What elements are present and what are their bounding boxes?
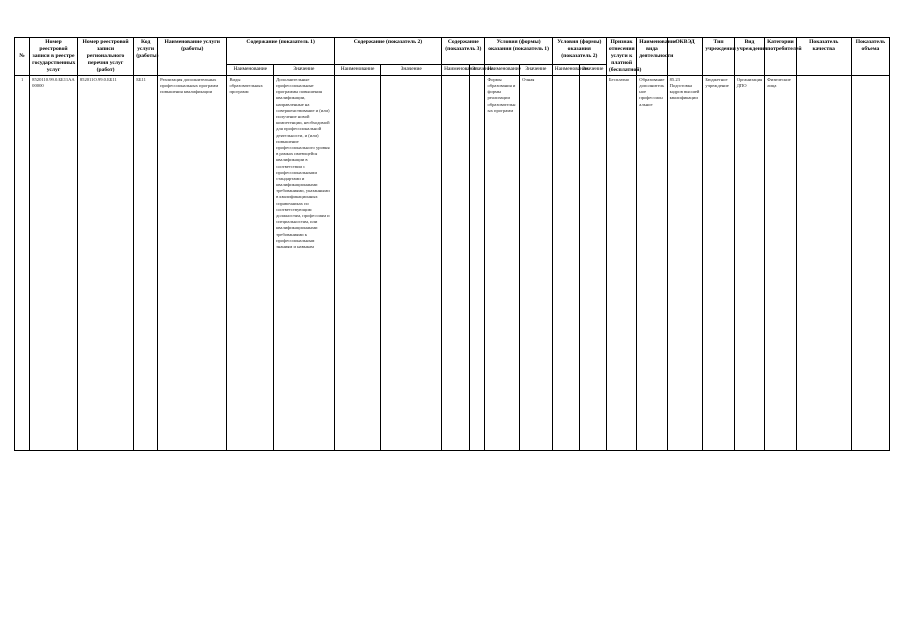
cell-okved: 85.23 Подготовка кадров высшей квалификации — [667, 75, 703, 450]
header-no: № — [15, 38, 30, 76]
cell-content-2-name — [334, 75, 381, 450]
header-free-paid: Признак отнесения услуги к платной (бесплатной) — [606, 38, 636, 76]
cell-content-2-value — [381, 75, 442, 450]
services-registry-table — [14, 37, 890, 451]
header-condition-1: Условия (формы) оказания (показатель 1) — [485, 38, 552, 65]
header-service-name: Наименование услуги (работы) — [158, 38, 227, 76]
cell-content-1-value: Дополнительные профессиональные программы повышения квалификации, направленные на совершенствование и (или) получение новой компетенции, необходимой для профессиональной деятельности, и (или) повышение профессионального уровня в рамках имеющейся квалификации в соответствии с профессиональными стандартами и квалификационными требованиями, указанными в квалификационных справочниках по соответствующим должностям, профессиям и специальностям, или квалификационными требованиями к профессиональным знаниям и навыкам — [274, 75, 335, 450]
cell-unique-registry-number: 852011О.99.0.ББ11 — [77, 75, 133, 450]
header-activity-type: Наименование вида деятельности — [637, 38, 667, 76]
header-condition-2: Условия (формы) оказания (показатель 2) — [552, 38, 606, 65]
header-condition-2-value: Значение — [579, 64, 606, 75]
header-content-3: Содержание (показатель 3) — [442, 38, 485, 65]
cell-condition-2-value — [579, 75, 606, 450]
cell-consumer-category: Физические лица — [765, 75, 796, 450]
header-content-1-value: Значение — [274, 64, 335, 75]
cell-activity-type: Образование дополнительное профессиональное — [637, 75, 667, 450]
header-consumer-type: Тип учреждения — [703, 38, 734, 76]
cell-no: 1 — [15, 75, 30, 450]
cell-service-name: Реализация дополнительных профессиональных программ повышения квалификации — [158, 75, 227, 450]
cell-volume-indicator — [851, 75, 889, 450]
cell-condition-2-name — [552, 75, 579, 450]
header-content-2: Содержание (показатель 2) — [334, 38, 441, 65]
cell-condition-1-name: Формы образования и формы реализации образовательных программ — [485, 75, 520, 450]
header-institution-type: Вид учреждения — [734, 38, 764, 76]
header-content-1: Содержание (показатель 1) — [227, 38, 334, 65]
header-content-1-name: Наименование — [227, 64, 274, 75]
cell-free-paid: Бесплатно — [606, 75, 636, 450]
cell-condition-1-value: Очная — [520, 75, 553, 450]
header-unique-registry-number: Номер реестровой записи регионального перечня услуг (работ) — [77, 38, 133, 76]
cell-institution-type: Организация ДПО — [734, 75, 764, 450]
cell-quality-indicator — [796, 75, 851, 450]
header-content-3-value: Значение — [470, 64, 485, 75]
header-condition-1-name: Наименование — [485, 64, 520, 75]
cell-content-1-name: Виды образовательных программ — [227, 75, 274, 450]
header-condition-1-value: Значение — [520, 64, 553, 75]
header-okved: ОКВЭД — [667, 38, 703, 76]
header-condition-2-name: Наименование — [552, 64, 579, 75]
header-registry-number: Номер реестровой записи в реестре государственных услуг — [30, 38, 78, 76]
header-service-code: Код услуги (работы) — [134, 38, 158, 76]
cell-registry-number: 8520110.99.0.ББ11АА00000 — [30, 75, 78, 450]
cell-service-code: ББ11 — [134, 75, 158, 450]
cell-consumer-type: Бюджетное учреждение — [703, 75, 734, 450]
table-row — [15, 75, 890, 450]
header-consumer-category: Категории потребителей — [765, 38, 796, 76]
header-content-2-name: Наименование — [334, 64, 381, 75]
cell-content-3-value — [470, 75, 485, 450]
header-content-3-name: Наименование — [442, 64, 470, 75]
cell-content-3-name — [442, 75, 470, 450]
header-content-2-value: Значение — [381, 64, 442, 75]
header-volume-indicator: Показатель объема — [851, 38, 889, 76]
header-quality-indicator: Показатель качества — [796, 38, 851, 76]
